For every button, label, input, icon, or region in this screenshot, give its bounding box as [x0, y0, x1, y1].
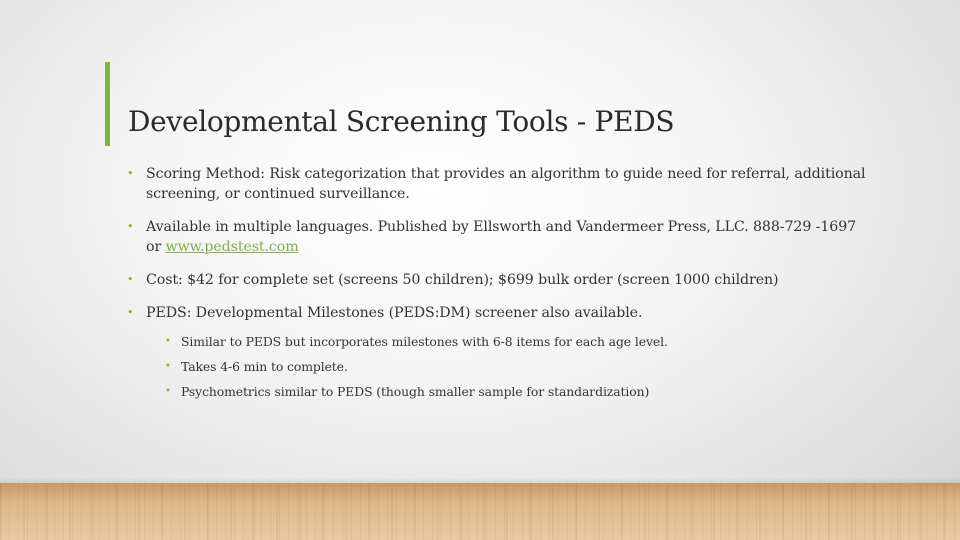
bullet-cost	[127, 270, 872, 290]
sub-bullet-icon: •	[165, 361, 171, 372]
title-accent-bar	[105, 62, 110, 146]
sub-bullet-similar	[165, 329, 891, 354]
bullet-languages-publisher	[127, 217, 872, 257]
bullet-text: Cost: $42 for complete set (screens 50 children); $699 bulk order (screen 1000 children)	[146, 272, 779, 288]
bullet-text: PEDS: Developmental Milestones (PEDS:DM) screener also available.	[146, 305, 643, 321]
bullet-scoring-method	[127, 164, 872, 204]
bullet-peds-dm	[127, 303, 872, 404]
wood-floor-decoration	[0, 483, 960, 540]
sub-bullet-list	[165, 329, 891, 404]
bullet-list	[127, 164, 872, 417]
sub-bullet-icon: •	[165, 336, 171, 347]
bullet-icon: •	[127, 167, 134, 180]
sub-bullet-icon: •	[165, 386, 171, 397]
bullet-text: Available in multiple languages. Published by Ellsworth and Vandermeer Press, LLC. 888-729 -1697 or	[146, 219, 857, 255]
bullet-icon: •	[127, 273, 134, 286]
sub-bullet-psychometrics	[165, 379, 891, 404]
pedstest-link[interactable]: www.pedstest.com	[165, 239, 299, 255]
sub-bullet-time	[165, 354, 891, 379]
sub-bullet-text: Takes 4-6 min to complete.	[181, 359, 348, 374]
sub-bullet-text: Psychometrics similar to PEDS (though smaller sample for standardization)	[181, 384, 650, 399]
sub-bullet-text: Similar to PEDS but incorporates milestones with 6-8 items for each age level.	[181, 334, 668, 349]
bullet-icon: •	[127, 306, 134, 319]
bullet-text: Scoring Method: Risk categorization that provides an algorithm to guide need for referral, additional screening, or continued surveillance.	[146, 166, 866, 202]
bullet-icon: •	[127, 220, 134, 233]
slide-title: Developmental Screening Tools - PEDS	[128, 105, 675, 138]
